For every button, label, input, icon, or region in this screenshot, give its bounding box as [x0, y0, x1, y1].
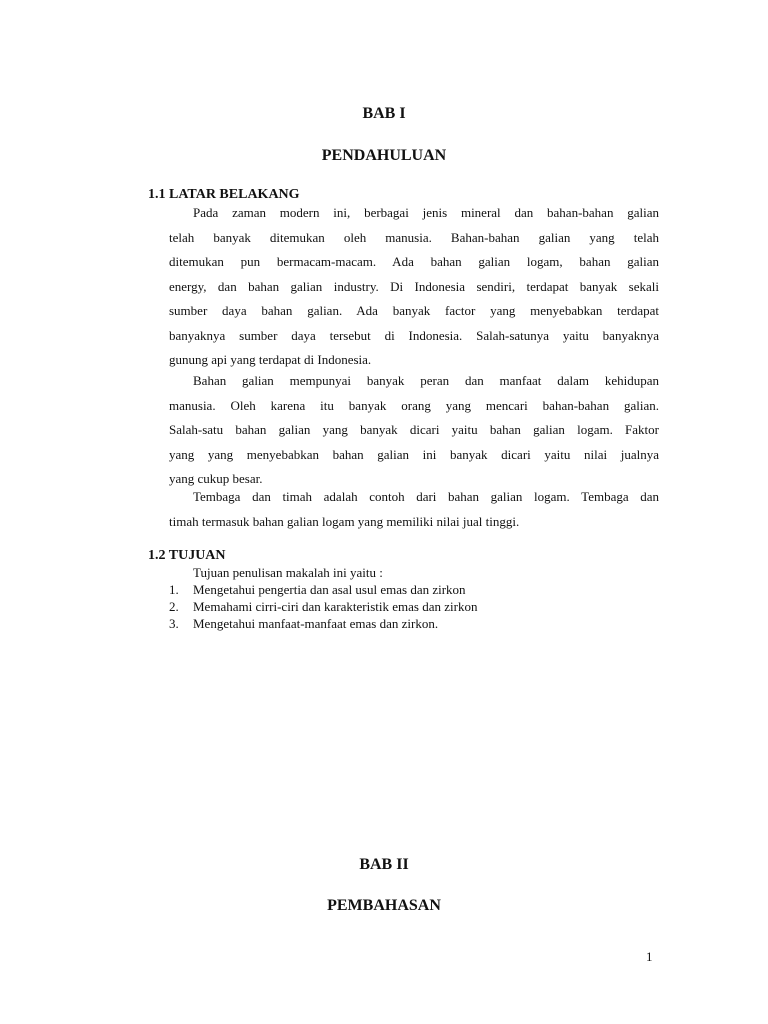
list-item-text: Mengetahui pengertia dan asal usul emas dan zirkon	[193, 582, 466, 597]
paragraph-latar-3	[169, 485, 659, 534]
tujuan-list	[169, 581, 477, 632]
page-number: 1	[646, 949, 653, 964]
paragraph-line: sumber daya bahan galian. Ada banyak factor yang menyebabkan terdapat	[169, 303, 659, 318]
paragraph-latar-2	[169, 369, 659, 492]
list-item-text: Memahami cirri-ciri dan karakteristik emas dan zirkon	[193, 599, 478, 614]
tujuan-intro: Tujuan penulisan makalah ini yaitu :	[193, 565, 383, 580]
list-item	[169, 598, 477, 615]
chapter-1-subtitle: PENDAHULUAN	[321, 147, 447, 164]
paragraph-line: Salah-satu bahan galian yang banyak dicari yaitu bahan galian logam. Faktor	[169, 422, 659, 437]
list-item-number: 2.	[169, 599, 179, 614]
list-item	[169, 581, 477, 598]
chapter-2-title: BAB II	[359, 856, 409, 873]
paragraph-line: ditemukan pun bermacam-macam. Ada bahan galian logam, bahan galian	[169, 254, 659, 269]
list-item-number: 3.	[169, 616, 179, 631]
paragraph-line: Bahan galian mempunyai banyak peran dan manfaat dalam kehidupan	[193, 373, 659, 388]
paragraph-line: Pada zaman modern ini, berbagai jenis mineral dan bahan-bahan galian	[193, 205, 659, 220]
paragraph-line: Tembaga dan timah adalah contoh dari bahan galian logam. Tembaga dan	[193, 489, 659, 504]
paragraph-latar-1	[169, 201, 659, 373]
paragraph-line: yang yang menyebabkan bahan galian ini banyak dicari yaitu nilai jualnya	[169, 446, 659, 462]
paragraph-line: yang cukup besar.	[169, 471, 263, 486]
paragraph-line: banyaknya sumber daya tersebut di Indonesia. Salah-satunya yaitu banyaknya	[169, 327, 659, 343]
paragraph-line: gunung api yang terdapat di Indonesia.	[169, 352, 372, 367]
paragraph-line: timah termasuk bahan galian logam yang memiliki nilai jual tinggi.	[169, 513, 520, 529]
list-item-number: 1.	[169, 582, 179, 597]
list-item-text: Mengetahui manfaat-manfaat emas dan zirkon.	[193, 616, 439, 631]
section-tujuan-heading: 1.2 TUJUAN	[148, 548, 226, 563]
chapter-2-subtitle: PEMBAHASAN	[327, 897, 441, 914]
section-latar-belakang-heading: 1.1 LATAR BELAKANG	[148, 187, 300, 202]
chapter-1-title: BAB I	[362, 105, 406, 122]
paragraph-line: manusia. Oleh karena itu banyak orang yang mencari bahan-bahan galian.	[169, 397, 659, 413]
paragraph-line: telah banyak ditemukan oleh manusia. Bahan-bahan galian yang telah	[169, 229, 659, 245]
paragraph-line: energy, dan bahan galian industry. Di Indonesia sendiri, terdapat banyak sekali	[169, 278, 659, 294]
list-item	[169, 615, 477, 632]
